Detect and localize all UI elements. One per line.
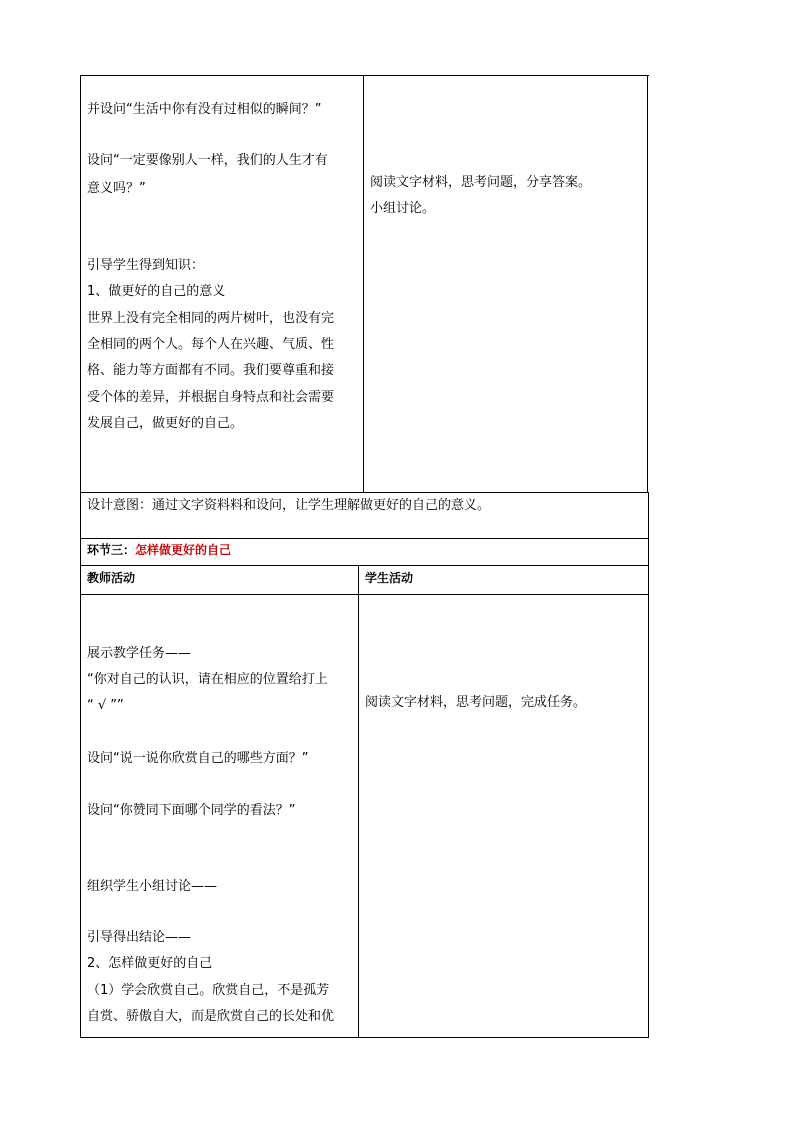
teacher-text-line: 受个体的差异，并根据自身特点和社会需要 xyxy=(87,390,335,405)
teacher-text-line: 设问“说一说你欣赏自己的哪些方面？” xyxy=(87,751,309,766)
teacher-text-line: 并设问“生活中你有没有过相似的瞬间？” xyxy=(87,102,322,117)
table-border-left xyxy=(80,75,81,1038)
teacher-text-line: 设问“你赞同下面哪个同学的看法？” xyxy=(87,803,296,818)
design-intent-bottom-border xyxy=(80,538,649,539)
table-border-top xyxy=(80,75,649,76)
top-table-bottom-border xyxy=(80,492,649,493)
teacher-text-line: 自赏、骄傲自大，而是欣赏自己的长处和优 xyxy=(87,1009,335,1024)
teacher-text-line: 组织学生小组讨论—— xyxy=(87,879,218,894)
teacher-text-line: 展示教学任务—— xyxy=(87,646,192,661)
section-title: 怎样做更好的自己 xyxy=(135,543,232,557)
student-activity-header: 学生活动 xyxy=(365,571,414,585)
teacher-text-line: “ √ ”” xyxy=(87,698,124,713)
teacher-text-line: 意义吗？” xyxy=(87,181,146,196)
bottom-table-divider xyxy=(358,565,359,1038)
teacher-text-line: 1、做更好的自己的意义 xyxy=(87,284,226,299)
teacher-text-line: 发展自己，做更好的自己。 xyxy=(87,416,244,431)
design-intent: 设计意图：通过文字资料料和设问，让学生理解做更好的自己的意义。 xyxy=(87,498,491,513)
header-row-bottom-border xyxy=(80,594,649,595)
table-border-bottom xyxy=(80,1037,649,1038)
teacher-text-line: 引导学生得到知识： xyxy=(87,258,205,273)
student-text-line: 小组讨论。 xyxy=(370,201,436,216)
lower-right-border xyxy=(648,492,649,1038)
teacher-text-line: 世界上没有完全相同的两片树叶，也没有完 xyxy=(87,311,335,326)
teacher-text-line: 2、怎样做更好的自己 xyxy=(87,956,213,971)
teacher-text-line: 全相同的两个人。每个人在兴趣、气质、性 xyxy=(87,337,335,352)
student-text-line: 阅读文字材料，思考问题，分享答案。 xyxy=(370,175,592,190)
teacher-text-line: “你对自己的认识，请在相应的位置给打上 xyxy=(87,672,328,687)
top-table-divider xyxy=(363,75,364,493)
teacher-text-line: 设问“一定要像别人一样，我们的人生才有 xyxy=(87,153,328,168)
teacher-activity-header: 教师活动 xyxy=(87,571,136,585)
teacher-text-line: 格、能力等方面都有不同。我们要尊重和接 xyxy=(87,363,335,378)
teacher-text-line: （1）学会欣赏自己。欣赏自己，不是孤芳 xyxy=(87,983,330,998)
student-text-line: 阅读文字材料，思考问题，完成任务。 xyxy=(365,695,587,710)
teacher-text-line: 引导得出结论—— xyxy=(87,930,192,945)
section-row-bottom-border xyxy=(80,565,649,566)
top-table-right-border xyxy=(647,75,648,493)
section-prefix: 环节三： xyxy=(87,543,136,557)
section-heading xyxy=(87,541,231,559)
